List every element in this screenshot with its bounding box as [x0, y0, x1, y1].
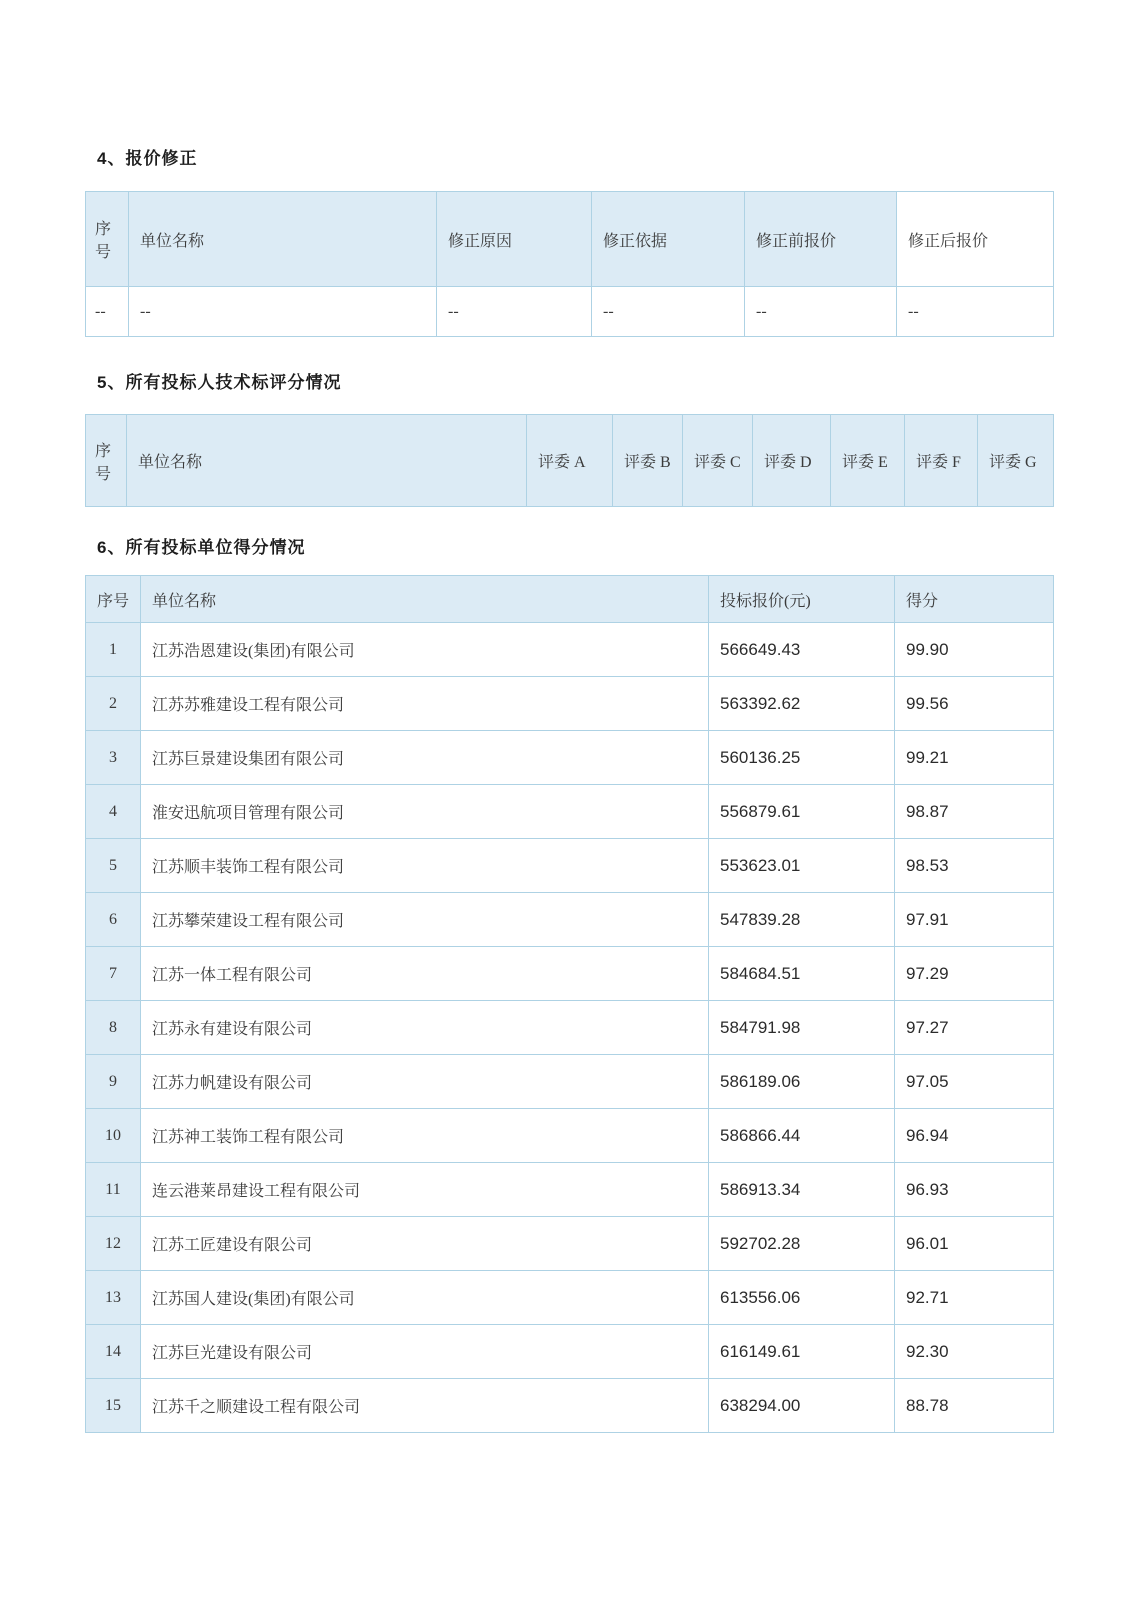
price-correction-table — [85, 191, 1054, 337]
table-cell: 江苏顺丰装饰工程有限公司 — [141, 839, 709, 893]
section-title-price-correction: 4、报价修正 — [97, 149, 198, 168]
table-cell: 99.90 — [895, 623, 1054, 677]
table-cell: -- — [592, 287, 745, 337]
technical-score-table — [85, 414, 1054, 507]
table-cell: 12 — [86, 1217, 141, 1271]
table-cell: 92.30 — [895, 1325, 1054, 1379]
table-cell: 560136.25 — [709, 731, 895, 785]
table-cell: 547839.28 — [709, 893, 895, 947]
table-cell: 584791.98 — [709, 1001, 895, 1055]
table-cell: 613556.06 — [709, 1271, 895, 1325]
table-row — [86, 677, 1054, 731]
table-cell: 江苏工匠建设有限公司 — [141, 1217, 709, 1271]
table-cell: 586913.34 — [709, 1163, 895, 1217]
table-cell: 江苏国人建设(集团)有限公司 — [141, 1271, 709, 1325]
table-cell: 7 — [86, 947, 141, 1001]
column-header: 修正前报价 — [745, 192, 897, 287]
table-row — [86, 1163, 1054, 1217]
table-cell: 88.78 — [895, 1379, 1054, 1433]
table-cell: 江苏攀荣建设工程有限公司 — [141, 893, 709, 947]
table-cell: 97.91 — [895, 893, 1054, 947]
table-row — [86, 287, 1054, 337]
section-title-technical-score: 5、所有投标人技术标评分情况 — [97, 373, 342, 392]
table-cell: 江苏巨景建设集团有限公司 — [141, 731, 709, 785]
column-header: 得分 — [895, 576, 1054, 623]
table-cell: 连云港莱昂建设工程有限公司 — [141, 1163, 709, 1217]
table-cell: 10 — [86, 1109, 141, 1163]
column-header: 评委 C — [683, 415, 753, 507]
table-cell: 江苏巨光建设有限公司 — [141, 1325, 709, 1379]
column-header: 投标报价(元) — [709, 576, 895, 623]
column-header: 单位名称 — [129, 192, 437, 287]
table-cell: 584684.51 — [709, 947, 895, 1001]
table-cell: 江苏一体工程有限公司 — [141, 947, 709, 1001]
table-row — [86, 1325, 1054, 1379]
table-cell: 5 — [86, 839, 141, 893]
column-header: 单位名称 — [141, 576, 709, 623]
table-cell: 96.01 — [895, 1217, 1054, 1271]
column-header: 修正后报价 — [897, 192, 1054, 287]
table-cell: 553623.01 — [709, 839, 895, 893]
table-cell: 11 — [86, 1163, 141, 1217]
table-cell: 江苏浩恩建设(集团)有限公司 — [141, 623, 709, 677]
table-cell: 14 — [86, 1325, 141, 1379]
table-cell: 4 — [86, 785, 141, 839]
column-header: 序号 — [86, 415, 127, 507]
table-row — [86, 1109, 1054, 1163]
table-cell: 江苏千之顺建设工程有限公司 — [141, 1379, 709, 1433]
table-cell: -- — [129, 287, 437, 337]
table-cell: 592702.28 — [709, 1217, 895, 1271]
table-row — [86, 1271, 1054, 1325]
table-row — [86, 893, 1054, 947]
table-row — [86, 1217, 1054, 1271]
table-cell: 6 — [86, 893, 141, 947]
table-row — [86, 731, 1054, 785]
table-cell: 2 — [86, 677, 141, 731]
table-cell: 99.56 — [895, 677, 1054, 731]
table-cell: 99.21 — [895, 731, 1054, 785]
table-cell: 566649.43 — [709, 623, 895, 677]
column-header: 修正依据 — [592, 192, 745, 287]
table-cell: 98.53 — [895, 839, 1054, 893]
table-cell: 97.05 — [895, 1055, 1054, 1109]
column-header: 评委 E — [831, 415, 905, 507]
column-header: 单位名称 — [127, 415, 527, 507]
table-cell: 616149.61 — [709, 1325, 895, 1379]
table-cell: 98.87 — [895, 785, 1054, 839]
table-header-row — [86, 415, 1054, 507]
table-cell: 江苏永有建设有限公司 — [141, 1001, 709, 1055]
table-cell: 556879.61 — [709, 785, 895, 839]
column-header: 序号 — [86, 576, 141, 623]
table-cell: 96.93 — [895, 1163, 1054, 1217]
table-cell: 92.71 — [895, 1271, 1054, 1325]
column-header: 修正原因 — [437, 192, 592, 287]
column-header: 序号 — [86, 192, 129, 287]
table-cell: 96.94 — [895, 1109, 1054, 1163]
table-cell: 9 — [86, 1055, 141, 1109]
column-header: 评委 D — [753, 415, 831, 507]
column-header: 评委 B — [613, 415, 683, 507]
table-cell: 638294.00 — [709, 1379, 895, 1433]
table-cell: 8 — [86, 1001, 141, 1055]
table-cell: 3 — [86, 731, 141, 785]
table-cell: -- — [86, 287, 129, 337]
table-cell: 江苏神工装饰工程有限公司 — [141, 1109, 709, 1163]
table-cell: 15 — [86, 1379, 141, 1433]
table-row — [86, 1379, 1054, 1433]
column-header: 评委 G — [978, 415, 1054, 507]
table-cell: 97.29 — [895, 947, 1054, 1001]
table-cell: 13 — [86, 1271, 141, 1325]
table-cell: 淮安迅航项目管理有限公司 — [141, 785, 709, 839]
table-header-row — [86, 576, 1054, 623]
table-cell: 1 — [86, 623, 141, 677]
table-cell: 563392.62 — [709, 677, 895, 731]
table-cell: -- — [437, 287, 592, 337]
bidder-scores-table — [85, 575, 1054, 1433]
table-row — [86, 1001, 1054, 1055]
table-header-row — [86, 192, 1054, 287]
table-cell: 江苏苏雅建设工程有限公司 — [141, 677, 709, 731]
table-cell: 97.27 — [895, 1001, 1054, 1055]
table-row — [86, 623, 1054, 677]
column-header: 评委 A — [527, 415, 613, 507]
table-cell: -- — [745, 287, 897, 337]
table-cell: 江苏力帆建设有限公司 — [141, 1055, 709, 1109]
table-row — [86, 785, 1054, 839]
table-cell: -- — [897, 287, 1054, 337]
table-row — [86, 1055, 1054, 1109]
table-cell: 586866.44 — [709, 1109, 895, 1163]
section-title-bidder-scores: 6、所有投标单位得分情况 — [97, 538, 306, 557]
table-row — [86, 947, 1054, 1001]
column-header: 评委 F — [905, 415, 978, 507]
table-row — [86, 839, 1054, 893]
table-cell: 586189.06 — [709, 1055, 895, 1109]
